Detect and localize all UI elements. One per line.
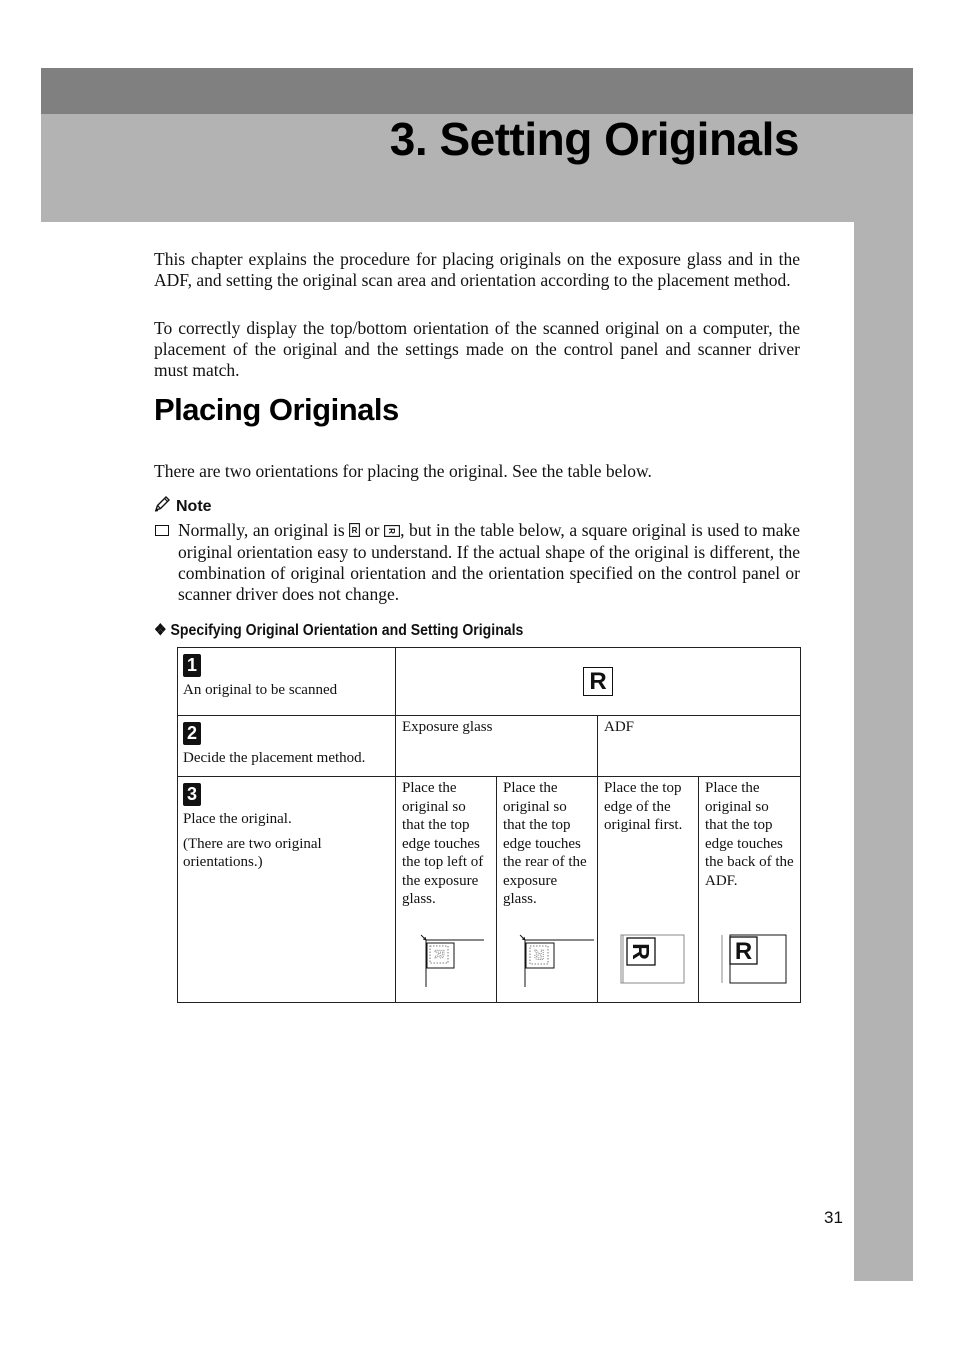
landscape-original-icon [384, 521, 400, 542]
svg-text:R: R [432, 949, 447, 959]
adf-placement-back-figure [699, 777, 801, 1003]
note-checkbox-bullet [155, 525, 169, 536]
intro-paragraph-1: This chapter explains the procedure for placing originals on the exposure glass and in the ADF, and setting the original scan area and orientation according to the placement method. [154, 249, 800, 290]
table-row [178, 648, 801, 716]
note-pencil-icon [154, 496, 172, 517]
step-cell-1: 1 An original to be scanned [178, 648, 396, 716]
svg-text:R: R [628, 943, 654, 960]
note-item [154, 520, 800, 605]
step-cell-3: 3 Place the original. (There are two original orientations.) [178, 777, 396, 1003]
page-number: 31 [824, 1208, 843, 1227]
step-number-1-icon: 1 [183, 654, 201, 677]
adf-placement-top-first-figure [598, 777, 699, 1003]
placement-glass-rear: Place the original so that the top edge touches the rear of the exposure glass. R [497, 777, 598, 1003]
table-row [178, 777, 801, 1003]
note-text: Normally, an original is R or R , but in the table below, a square original is used to make original orientation easy to understand. If the actual shape of the original is different, the combination of original orientation and the orientation specified on the control panel or scanner driver does not change. [178, 520, 801, 604]
step-number-3-icon: 3 [183, 783, 201, 806]
svg-text:R: R [351, 526, 358, 535]
chapter-title: 3. Setting Originals [389, 113, 799, 165]
placement-adf-top-first: Place the top edge of the original first. R [598, 777, 699, 1003]
table-title: ❖ Specifying Original Orientation and Setting Originals [154, 622, 524, 639]
glass-placement-rear-figure [497, 777, 598, 1003]
original-sample-cell [396, 648, 801, 716]
diamond-bullet-icon: ❖ [154, 622, 167, 639]
svg-text:R: R [387, 528, 397, 534]
page-edge-tab [854, 222, 913, 1281]
step-cell-2: 2 Decide the placement method. [178, 716, 396, 777]
note-label: Note [176, 497, 212, 515]
glass-placement-top-left-figure [396, 777, 497, 1003]
section-lead: There are two orientations for placing the original. See the table below. [154, 461, 652, 481]
note-heading [154, 496, 212, 517]
portrait-original-icon [349, 521, 360, 542]
chapter-header-band-dark [41, 68, 913, 114]
placement-adf-back: Place the original so that the top edge touches the back of the ADF. R [699, 777, 801, 1003]
original-sample-r: R [583, 667, 613, 696]
svg-text:R: R [734, 938, 753, 965]
method-exposure-glass: Exposure glass [396, 716, 598, 777]
step-number-2-icon: 2 [183, 722, 201, 745]
intro-paragraph-2: To correctly display the top/bottom orientation of the scanned original on a computer, the placement of the original and the settings made on the control panel and scanner driver must match. [154, 318, 800, 380]
method-adf: ADF [598, 716, 801, 777]
table-row [178, 716, 801, 777]
section-title: Placing Originals [154, 392, 399, 427]
orientation-table [177, 647, 801, 1003]
placement-glass-top-left: Place the original so that the top edge touches the top left of the exposure glass. R [396, 777, 497, 1003]
svg-text:R: R [533, 947, 545, 963]
